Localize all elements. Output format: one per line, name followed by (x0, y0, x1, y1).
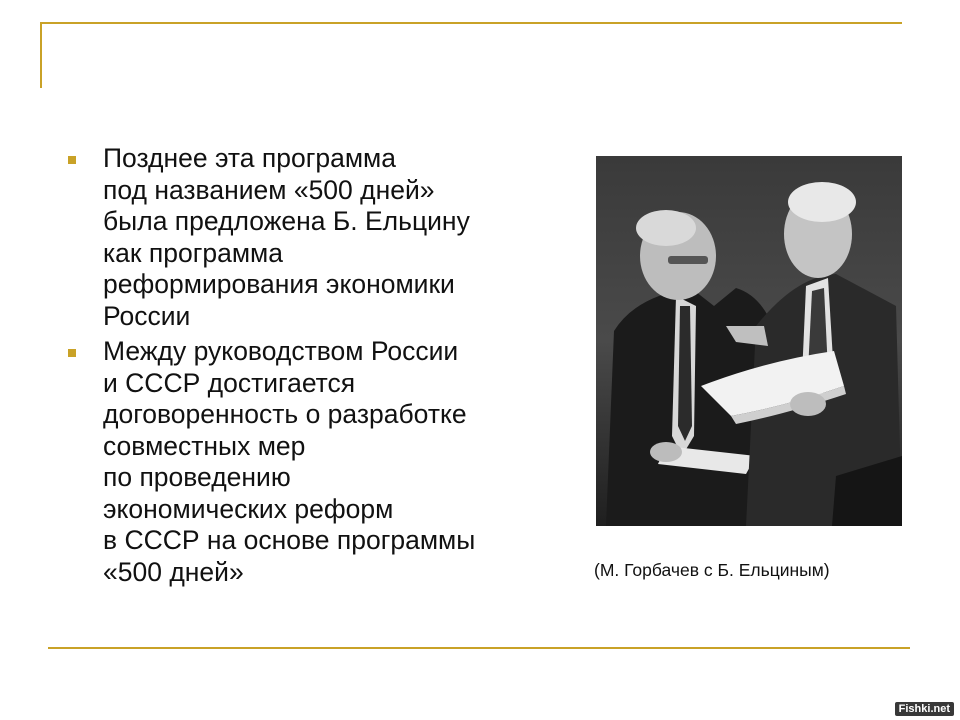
bullet-list (66, 143, 566, 592)
top-divider (40, 22, 902, 24)
bullet-item (66, 143, 566, 332)
photo-gorbachev-yeltsin (596, 156, 902, 526)
photo-caption: (М. Горбачев с Б. Ельциным) (594, 560, 830, 580)
bullet-item (66, 336, 566, 588)
square-bullet-icon (68, 349, 76, 357)
photo-illustration (596, 156, 902, 526)
bullet-text: Позднее эта программа под названием «500 дней» была предложена Б. Ельцину как программа реформирования экономики России (103, 143, 470, 331)
bottom-divider (48, 647, 910, 649)
watermark: Fishki.net (895, 702, 954, 716)
square-bullet-icon (68, 156, 76, 164)
left-divider (40, 22, 42, 88)
bullet-text: Между руководством России и СССР достигается договоренность о разработке совместных мер по проведению экономических реформ в СССР на основе программы «500 дней» (103, 336, 476, 587)
